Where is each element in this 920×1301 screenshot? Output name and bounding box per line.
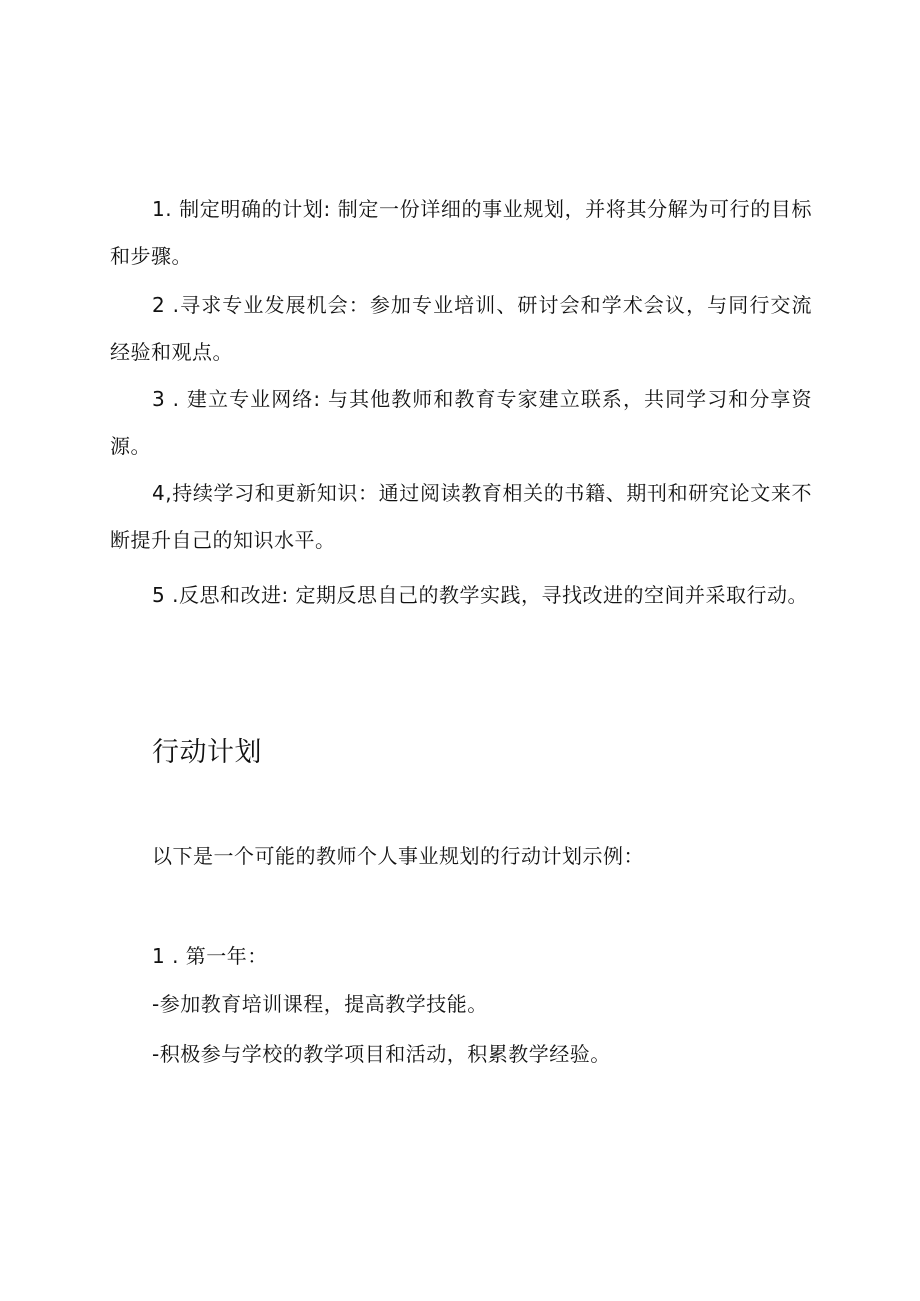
list-item-text: 持续学习和更新知识：通过阅读教育相关的书籍、期刊和研究论文来不断提升自己的知识水平。	[110, 481, 812, 552]
list-item-text: .反思和改进: 定期反思自己的教学实践，寻找改进的空间并采取行动。	[165, 583, 809, 607]
list-item-text: . 制定明确的计划: 制定一份详细的事业规划，并将其分解为可行的目标和步骤。	[110, 197, 812, 268]
list-item-number: 5	[152, 583, 166, 607]
section-heading: 行动计划	[152, 737, 262, 768]
list-item-text: . 建立专业网络: 与其他教师和教育专家建立联系，共同学习和分享资源。	[110, 387, 812, 458]
list-item-number: 3	[152, 387, 166, 411]
section-intro: 以下是一个可能的教师个人事业规划的行动计划示例：	[152, 844, 644, 868]
list-item-number: 2	[152, 293, 166, 317]
list-item-number: 4,	[152, 481, 173, 505]
list-item-number: 1	[152, 197, 166, 221]
list-item	[110, 282, 812, 376]
list-item	[110, 470, 812, 564]
list-item	[110, 572, 812, 619]
bullet-item: -参加教育培训课程，提高教学技能。	[152, 992, 488, 1016]
year-label: 1 . 第一年：	[152, 944, 268, 968]
list-item	[110, 376, 812, 470]
bullet-item: -积极参与学校的教学项目和活动，积累教学经验。	[152, 1042, 611, 1066]
list-item	[110, 186, 812, 280]
list-item-text: .寻求专业发展机会：参加专业培训、研讨会和学术会议，与同行交流经验和观点。	[110, 293, 812, 364]
